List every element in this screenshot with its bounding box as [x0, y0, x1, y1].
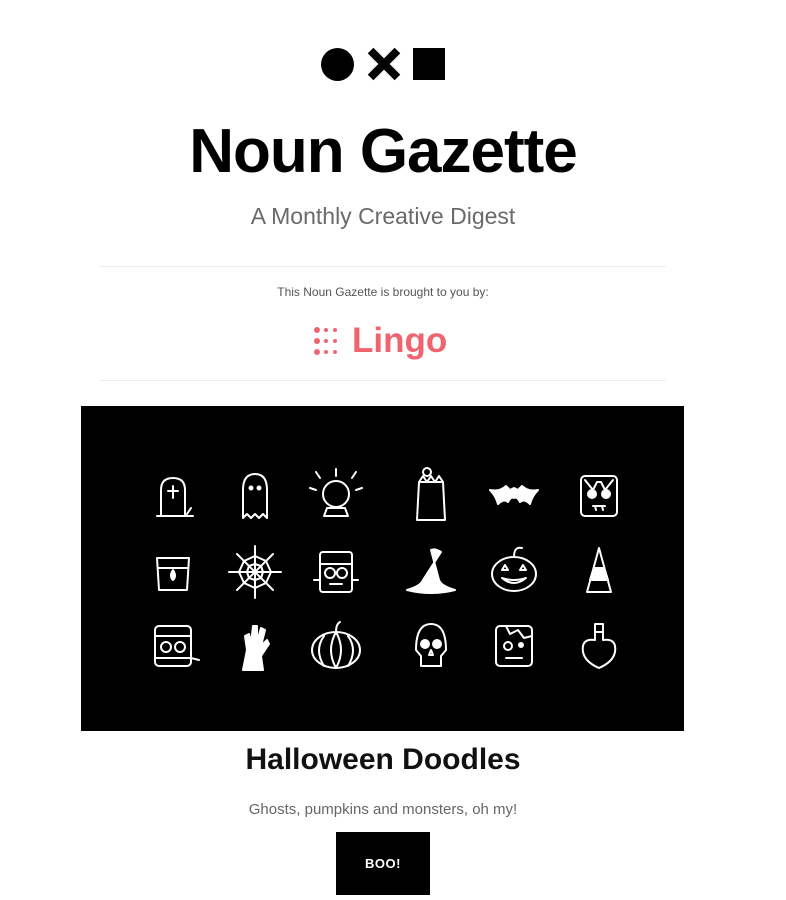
square-icon [413, 48, 445, 80]
gravestone-icon [157, 478, 193, 516]
ghost-icon [243, 474, 267, 518]
crystal-ball-icon [310, 469, 362, 516]
sponsor-logo-link[interactable] [312, 318, 456, 364]
sponsor-name: Lingo [352, 321, 448, 360]
pumpkin-icon [312, 622, 360, 668]
zombie-face-icon [496, 626, 532, 666]
feature-image[interactable] [81, 406, 684, 731]
skull-icon [416, 624, 446, 666]
witch-hat-icon [407, 549, 455, 593]
feature-title: Halloween Doodles [245, 743, 521, 776]
potion-bottle-icon [583, 624, 616, 668]
divider [100, 266, 666, 267]
jack-o-lantern-icon [492, 548, 536, 591]
newsletter-title: Noun Gazette [189, 117, 577, 186]
spider-web-icon [229, 546, 281, 598]
mummy-icon [155, 626, 199, 666]
noun-logo [321, 47, 445, 81]
zombie-hand-icon [243, 626, 269, 670]
candy-corn-icon [587, 548, 611, 592]
boo-button[interactable]: BOO! [336, 832, 430, 895]
divider [100, 380, 666, 381]
cross-icon [367, 47, 401, 81]
circle-icon [321, 48, 354, 81]
frankenstein-icon [314, 552, 358, 592]
candy-bag-icon [417, 468, 445, 520]
newsletter-subtitle: A Monthly Creative Digest [250, 203, 516, 229]
sponsor-intro: This Noun Gazette is brought to you by: [277, 285, 489, 299]
bat-icon [490, 486, 538, 504]
vampire-face-icon [581, 476, 617, 516]
feature-description: Ghosts, pumpkins and monsters, oh my! [248, 801, 518, 818]
lingo-dots-icon [312, 324, 342, 358]
candle-jar-icon [157, 558, 189, 590]
